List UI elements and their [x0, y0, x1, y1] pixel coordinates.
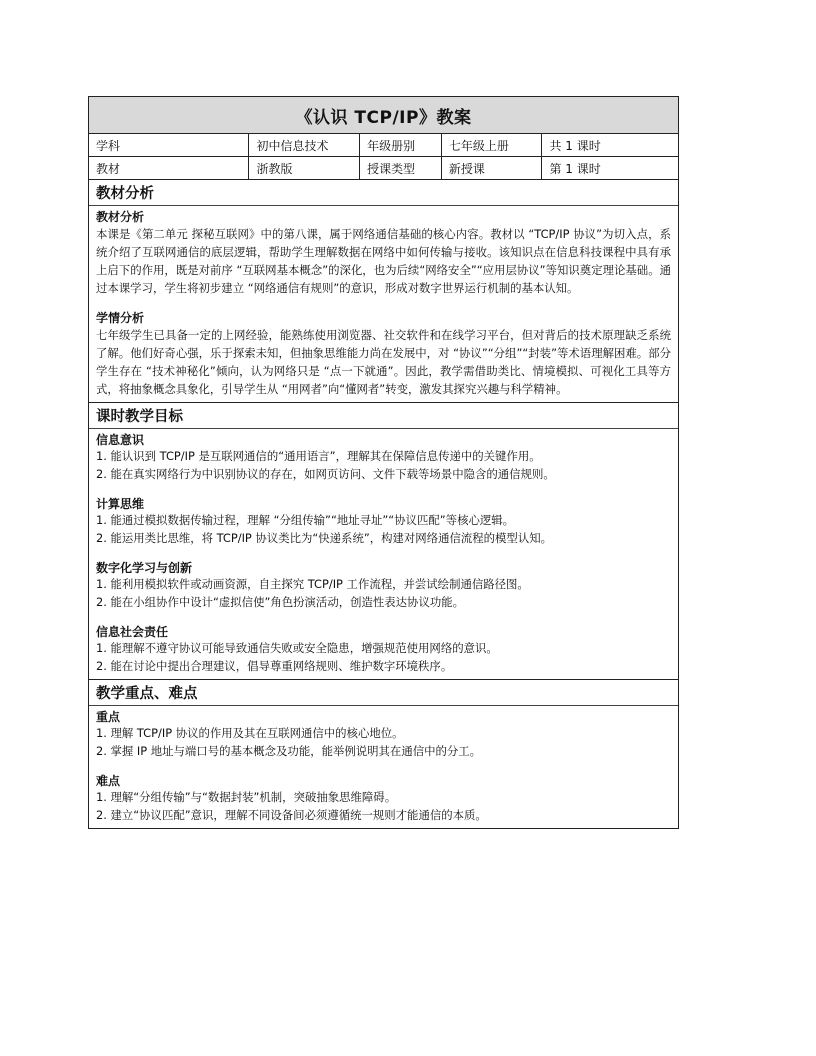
objective-item: 1. 能认识到 TCP/IP 是互联网通信的“通用语言”，理解其在保障信息传递中的关键作用。 — [96, 449, 541, 463]
objective-item: 2. 能在小组协作中设计“虚拟信使”角色扮演活动，创造性表达协议功能。 — [96, 594, 465, 609]
objectives-section — [89, 403, 678, 680]
section-title-keypoints: 教学重点、难点 — [89, 683, 678, 706]
objective-item: 2. 能运用类比思维，将 TCP/IP 协议类比为“快递系统”，构建对网络通信流程的模型认知。 — [96, 530, 552, 545]
lesson-plan-table — [88, 96, 679, 829]
info-label-lesson-type: 授课类型 — [360, 157, 442, 179]
info-value-lesson-type: 新授课 — [442, 157, 543, 179]
subheading-material: 教材分析 — [96, 210, 145, 224]
focus-item: 2. 掌握 IP 地址与端口号的基本概念及功能，能举例说明其在通信中的分工。 — [96, 743, 482, 758]
focus-heading: 重点 — [96, 710, 121, 724]
objective-heading: 信息社会责任 — [96, 625, 169, 639]
info-value-total-hours: 共 1 课时 — [549, 138, 601, 153]
difficulty-item: 2. 建立“协议匹配”意识，理解不同设备间必须遵循统一规则才能通信的本质。 — [96, 807, 487, 822]
info-row-textbook — [89, 157, 678, 180]
objective-item: 1. 能利用模拟软件或动画资源，自主探究 TCP/IP 工作流程，并尝试绘制通信路径图。 — [96, 577, 529, 591]
info-value-subject: 初中信息技术 — [249, 134, 360, 156]
info-row-subject — [89, 134, 678, 157]
objective-item: 1. 能通过模拟数据传输过程，理解 “分组传输”“地址寻址”“协议匹配”等核心逻辑。 — [96, 513, 515, 527]
info-value-grade: 七年级上册 — [442, 134, 543, 156]
material-analysis-text: 本课是《第二单元 探秘互联网》中的第八课，属于网络通信基础的核心内容。教材以 “TCP/IP 协议”为切入点，系统介绍了互联网通信的底层逻辑，帮助学生理解数据在网络中如何传输与接收。该知识点在信息科技课程中具有承上启下的作用，既是对前序 “互联网基本概念”的深化，也为后续“网络安全”“应用层协议”等知识奠定理论基础。通过本课学习，学生将初步建立 “网络通信有规则”的意识，形成对数字世界运行机制的基本认知。 — [96, 227, 671, 295]
info-label-textbook: 教材 — [89, 157, 249, 179]
textbook-analysis-section — [89, 180, 678, 403]
document-title: 《认识 TCP/IP》教案 — [89, 97, 678, 134]
difficulty-item: 1. 理解“分组传输”与“数据封装”机制，突破抽象思维障碍。 — [96, 790, 397, 804]
objective-heading: 计算思维 — [96, 497, 145, 511]
keypoints-section — [89, 680, 678, 828]
difficulty-heading: 难点 — [96, 774, 121, 788]
subheading-learner: 学情分析 — [96, 311, 145, 325]
objective-heading: 信息意识 — [96, 433, 145, 447]
objective-heading: 数字化学习与创新 — [96, 561, 193, 575]
objective-item: 1. 能理解不遵守协议可能导致通信失败或安全隐患，增强规范使用网络的意识。 — [96, 641, 498, 655]
info-label-subject: 学科 — [89, 134, 249, 156]
focus-item: 1. 理解 TCP/IP 协议的作用及其在互联网通信中的核心地位。 — [96, 726, 404, 740]
section-title-objectives: 课时教学目标 — [89, 406, 678, 429]
learner-analysis-text: 七年级学生已具备一定的上网经验，能熟练使用浏览器、社交软件和在线学习平台，但对背后的技术原理缺乏系统了解。他们好奇心强，乐于探索未知，但抽象思维能力尚在发展中，对 “协议”“分组”“封装”等术语理解困难。部分学生存在 “技术神秘化”倾向，认为网络只是 “点一下就通”。因此，教学需借助类比、情境模拟、可视化工具等方式，将抽象概念具象化，引导学生从 “用网者”向“懂网者”转变，激发其探究兴趣与科学精神。 — [96, 328, 671, 396]
info-value-lesson-number: 第 1 课时 — [549, 161, 601, 176]
info-label-grade: 年级册别 — [360, 134, 442, 156]
objective-item: 2. 能在讨论中提出合理建议，倡导尊重网络规则、维护数字环境秩序。 — [96, 658, 453, 673]
info-value-textbook: 浙教版 — [249, 157, 360, 179]
objective-item: 2. 能在真实网络行为中识别协议的存在，如网页访问、文件下载等场景中隐含的通信规则。 — [96, 466, 555, 481]
section-title-textbook: 教材分析 — [89, 183, 678, 206]
